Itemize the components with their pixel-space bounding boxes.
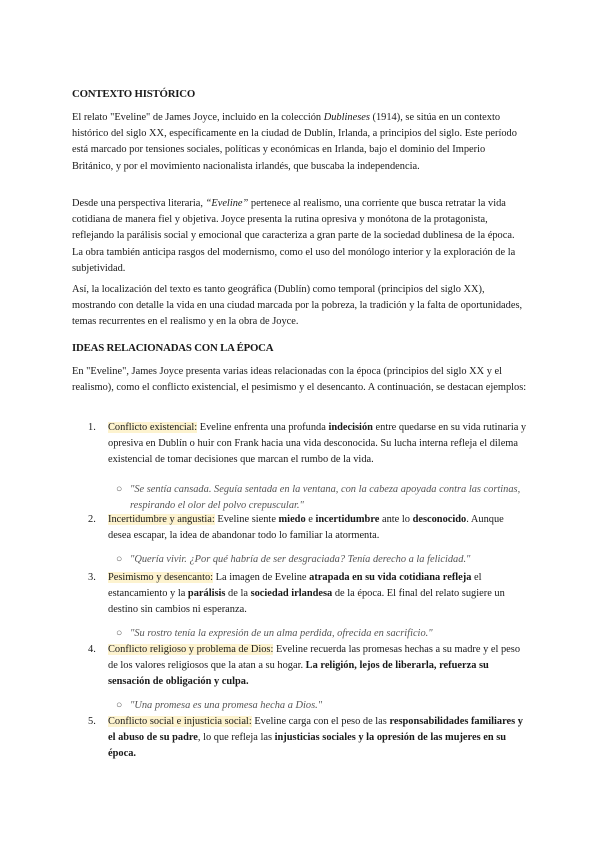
- quote: ○ "Una promesa es una promesa hecha a Dios.": [130, 698, 528, 714]
- bullet-icon: ○: [116, 484, 123, 495]
- list-item-text: Conflicto existencial: Eveline enfrenta una profunda indecisión entre quedarse en su vida rutinaria y opresiva en Dublín o huir con Frank hacia una vida desconocida. Su lucha interna refleja el dilema existencial de tomar decisiones que marcan el rumbo de la vida.: [108, 422, 527, 466]
- list-item-text: Conflicto social e injusticia social: Eveline carga con el peso de las responsabilidades familiares y el abuso de su padre, lo que refleja las injusticias sociales y la opresión de las mujeres en su época.: [108, 716, 523, 760]
- paragraph-context-3: Así, la localización del texto es tanto geográfica (Dublín) como temporal (principios del siglo XX), mostrando con detalle la vida en una ciudad marcada por la pobreza, la tradición y la falta de oportunidades, temas recurrentes en el realismo y en la obra de Joyce.: [72, 284, 523, 328]
- bullet-icon: ○: [116, 628, 123, 639]
- story-title: “Eveline”: [205, 198, 249, 209]
- section-heading-ideas: IDEAS RELACIONADAS CON LA ÉPOCA: [72, 342, 274, 354]
- list-item-text: Conflicto religioso y problema de Dios: Eveline recuerda las promesas hechas a su madre y el peso de los valores religiosos que la atan a su hogar. La religión, lejos de liberarla, refuerza su sensación de obligación y culpa.: [108, 644, 521, 688]
- paragraph-ideas-intro: En "Eveline", James Joyce presenta varias ideas relacionadas con la época (principios del siglo XX y el realismo), como el conflicto existencial, el pesimismo y el desencanto. A continuación, se destacan ejemplos:: [72, 366, 527, 394]
- highlight-label: Incertidumbre y angustia:: [108, 514, 215, 525]
- quote: ○ "Quería vivir. ¿Por qué habría de ser desgraciada? Tenía derecho a la felicidad.": [130, 552, 528, 568]
- quote: ○ "Se sentía cansada. Seguía sentada en la ventana, con la cabeza apoyada contra las cortinas, respirando el olor del polvo crepuscular.": [116, 484, 521, 512]
- book-title: Dublineses: [323, 112, 370, 123]
- bullet-icon: ○: [116, 700, 123, 711]
- highlight-label: Conflicto social e injusticia social:: [108, 716, 252, 727]
- list-item-text: Pesimismo y desencanto: La imagen de Eveline atrapada en su vida cotidiana refleja el estancamiento y la parálisis de la sociedad irlandesa de la época. El final del relato sugiere un destino sin cambios ni esperanza.: [108, 572, 505, 616]
- highlight-label: Conflicto existencial:: [108, 422, 198, 433]
- document-page: CONTEXTO HISTÓRICO El relato "Eveline" de James Joyce, incluido en la colección Dublineses (1914), se sitúa en un contexto histórico del siglo XX, específicamente en la ciudad de Dublín, Irlanda, a principios del siglo. Este período está marcado por tensiones sociales, políticas y económicas en Irlanda, bajo el dominio del Imperio Británico, y por el movimiento nacionalista irlandés, que buscaba la independencia. Desde una perspectiva literaria, “Eveline” pertenece al realismo, una corriente que busca retratar la vida cotidiana de manera fiel y objetiva. Joyce presenta la rutina opresiva y monótona de la protagonista, reflejando la parálisis social y emocional que caracteriza a gran parte de la sociedad dublinesa de la época. La obra también anticipa rasgos del modernismo, como el uso del monólogo interior y la exploración de la subjetividad. Así, la localización del texto es tanto geográfica (Dublín) como temporal (principios del siglo XX), mostrando con detalle la vida en una ciudad marcada por la pobreza, la tradición y la falta de oportunidades, temas recurrentes en el realismo y en la obra de Joyce. IDEAS RELACIONADAS CON LA ÉPOCA En "Eveline", James Joyce presenta varias ideas relacionadas con la época (principios del siglo XX y el realismo), como el conflicto existencial, el pesimismo y el desencanto. A continuación, se destacan ejemplos: 1. Conflicto existencial: Eveline enfrenta una profunda indecisión entre quedarse en su vida rutinaria y opresiva en Dublín o huir con Frank hacia una vida desconocida. Su lucha interna refleja el dilema existencial de tomar decisiones que marcan el rumbo de la vida. ○ "Se sentía cansada. Seguía sentada en la ventana, con la cabeza apoyada contra las cortinas, respirando el olor del polvo crepuscular." 2. Incertidumbre y angustia: Eveline siente miedo e incertidumbre ante lo desconocido. Aunque desea escapar, la idea de abandonar todo lo familiar la atormenta. ○ "Quería vivir. ¿Por qué habría de ser desgraciada? Tenía derecho a la felicidad." 3. Pesimismo y desencanto: La imagen de Eveline atrapada en su vida cotidiana refleja el estancamiento y la parálisis de la sociedad irlandesa de la época. El final del relato sugiere un destino sin cambios ni esperanza. ○ "Su rostro tenía la expresión de un alma perdida, ofrecida en sacrificio." 4. Conflicto religioso y problema de Dios: Eveline recuerda las promesas hechas a su madre y el peso de los valores religiosos que la atan a su hogar. La religión, lejos de liberarla, refuerza su sensación de obligación y culpa. ○ "Una promesa es una promesa hecha a Dios." 5. Conflicto social e injusticia social: Eveline carga con el peso de las responsabilidades familiares y el abuso de su padre, lo que refleja las injusticias sociales y la opresión de las mujeres en su época.: [0, 0, 600, 848]
- list-item-text: Incertidumbre y angustia: Eveline siente miedo e incertidumbre ante lo desconocido. Aunque desea escapar, la idea de abandonar todo lo familiar la atormenta.: [108, 514, 504, 542]
- paragraph-context-2: Desde una perspectiva literaria, “Eveline” pertenece al realismo, una corriente que busca retratar la vida cotidiana de manera fiel y objetiva. Joyce presenta la rutina opresiva y monótona de la protagonista, reflejando la parálisis social y emocional que caracteriza a gran parte de la sociedad dublinesa de la época. La obra también anticipa rasgos del modernismo, como el uso del monólogo interior y la exploración de la subjetividad.: [72, 198, 516, 274]
- paragraph-context-1: El relato "Eveline" de James Joyce, incluido en la colección Dublineses (1914), se sitúa en un contexto histórico del siglo XX, específicamente en la ciudad de Dublín, Irlanda, a principios del siglo. Este período está marcado por tensiones sociales, políticas y económicas en Irlanda, bajo el dominio del Imperio Británico, y por el movimiento nacionalista irlandés, que buscaba la independencia.: [72, 112, 517, 172]
- highlight-label: Pesimismo y desencanto:: [108, 572, 214, 583]
- section-heading-contexto: CONTEXTO HISTÓRICO: [72, 88, 196, 100]
- quote: ○ "Su rostro tenía la expresión de un alma perdida, ofrecida en sacrificio.": [130, 626, 528, 642]
- bullet-icon: ○: [116, 554, 123, 565]
- highlight-label: Conflicto religioso y problema de Dios:: [108, 644, 274, 655]
